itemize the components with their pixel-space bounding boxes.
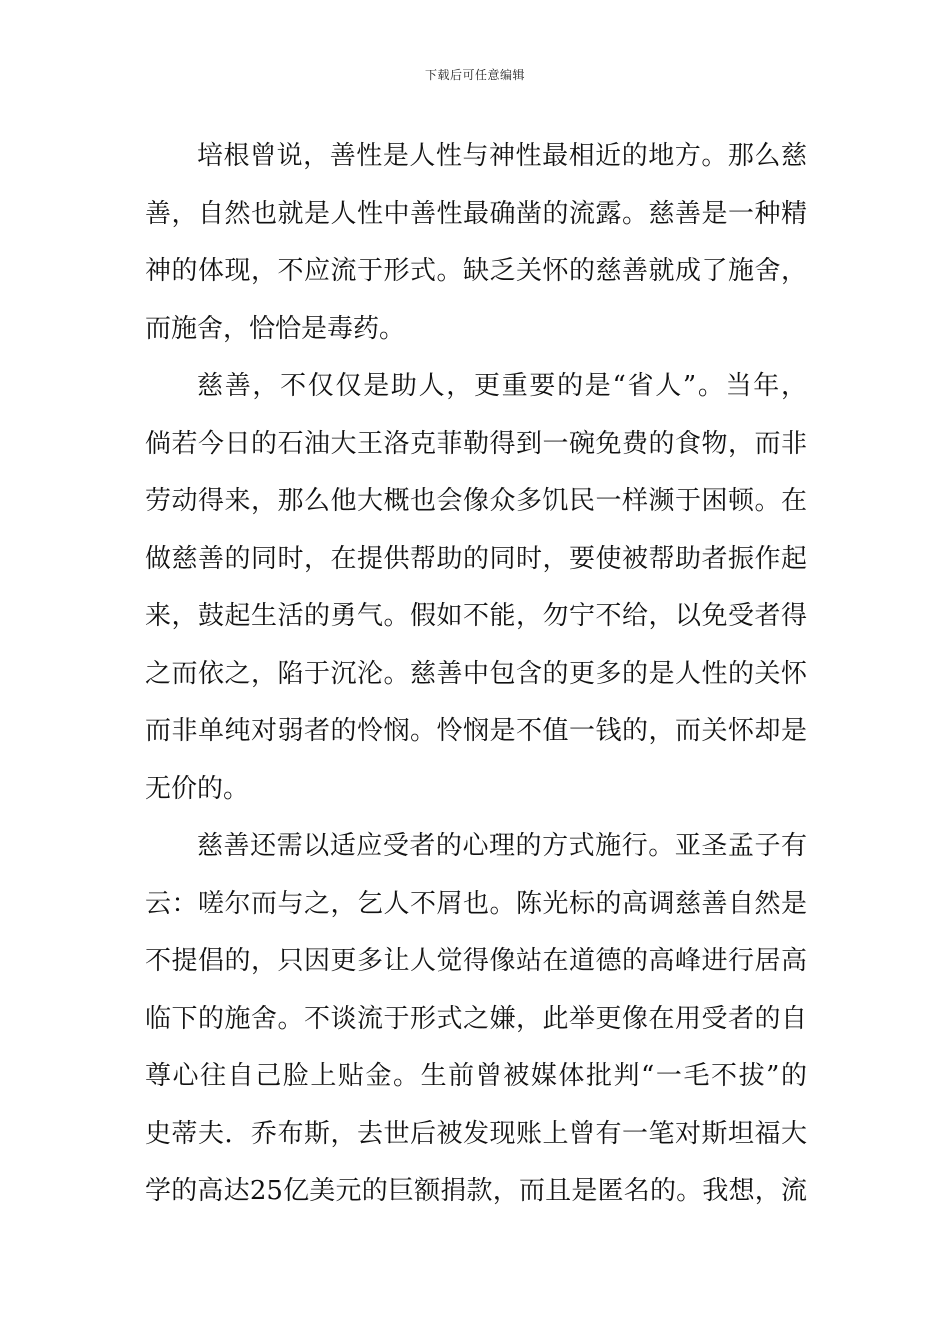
page-header: 下载后可任意编辑 [424,68,525,82]
text-line: 不提倡的，只因更多让人觉得像站在道德的高峰进行居高 [145,946,807,976]
paragraph [145,128,807,358]
text-line: 倘若今日的石油大王洛克菲勒得到一碗免费的食物，而非 [145,428,807,459]
text-line: 做慈善的同时，在提供帮助的同时，要使被帮助者振作起 [145,543,807,574]
text-line: 善，自然也就是人性中善性最确凿的流露。慈善是一种精 [145,198,807,229]
document-body [145,128,807,1221]
text-line: 培根曾说，善性是人性与神性最相近的地方。那么慈 [197,141,807,171]
text-line: 之而依之，陷于沉沦。慈善中包含的更多的是人性的关怀 [145,658,807,689]
text-line: 来，鼓起生活的勇气。假如不能，勿宁不给，以免受者得 [145,601,807,631]
text-line: 临下的施舍。不谈流于形式之嫌，此举更像在用受者的自 [145,1003,807,1034]
paragraph [145,358,807,818]
text-line: 慈善，不仅仅是助人，更重要的是“省人”。当年， [197,371,807,401]
paragraph [145,818,807,1221]
text-line: 学的高达25亿美元的巨额捐款，而且是匿名的。我想，流 [145,1176,807,1206]
text-line: 史蒂夫．乔布斯，去世后被发现账上曾有一笔对斯坦福大 [145,1118,807,1149]
text-line: 云：嗟尔而与之，乞人不屑也。陈光标的高调慈善自然是 [145,888,807,919]
text-line: 慈善还需以适应受者的心理的方式施行。亚圣孟子有 [197,831,807,861]
text-line: 无价的。 [145,773,250,804]
text-line: 神的体现，不应流于形式。缺乏关怀的慈善就成了施舍， [145,256,807,286]
text-line: 而非单纯对弱者的怜悯。怜悯是不值一钱的，而关怀却是 [145,716,807,746]
text-line: 尊心往自己脸上贴金。生前曾被媒体批判“一毛不拔”的 [145,1061,807,1091]
text-line: 劳动得来，那么他大概也会像众多饥民一样濒于困顿。在 [145,486,807,516]
text-line: 而施舍，恰恰是毒药。 [145,313,406,344]
